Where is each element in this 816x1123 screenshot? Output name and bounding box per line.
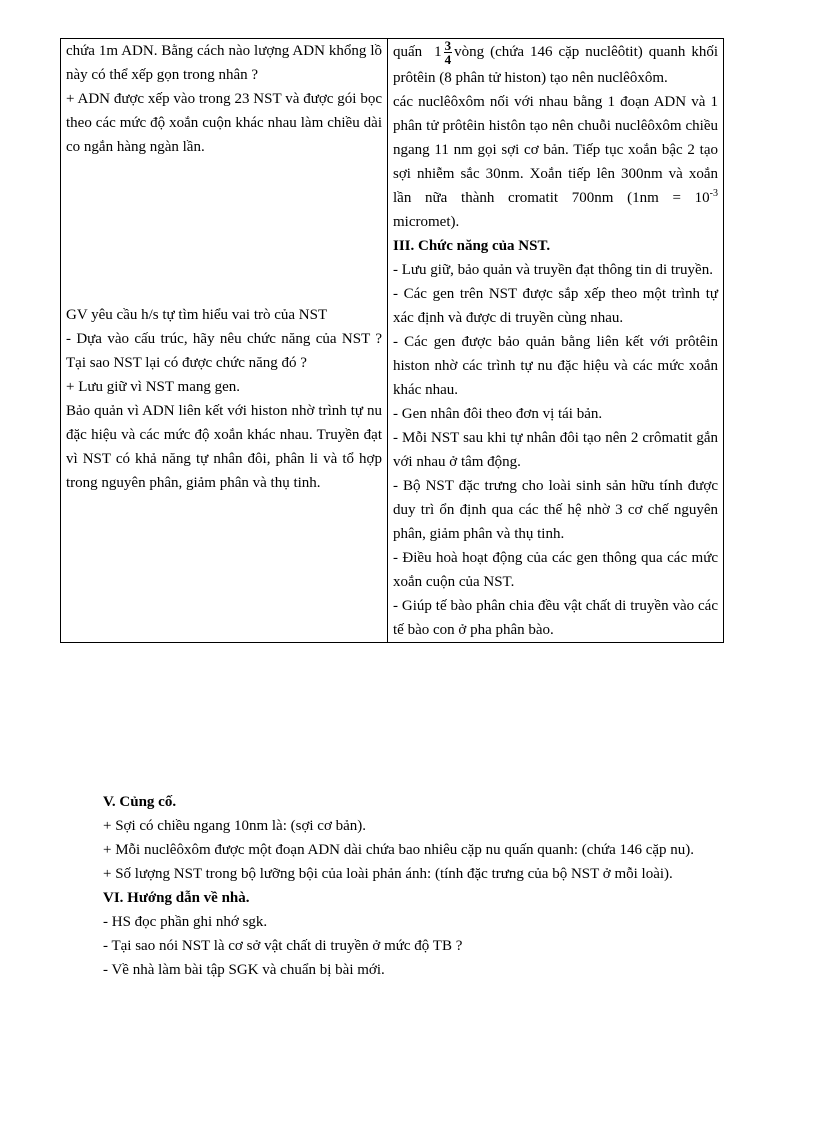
function-item: - Bộ NST đặc trưng cho loài sinh sản hữu tính được duy trì ổn định qua các thế hệ nhờ 3 cơ chế nguyên phân, giảm phân và thụ tinh. <box>393 478 718 542</box>
nucleosome-text: quấn 1 $\frac{3}{4}$ vòng (chứa 146 cặp nuclêôtit) quanh khối prôtêin (8 phân tử histon) tạo nên nuclêôxôm. <box>393 38 719 86</box>
homework-item: - Tại sao nói NST là cơ sở vật chất di truyền ở mức độ TB ? <box>103 938 463 954</box>
function-item: - Điều hoà hoạt động của các gen thông qua các mức xoắn cuộn của NST. <box>393 550 718 590</box>
homework-item: - HS đọc phần ghi nhớ sgk. <box>103 914 268 930</box>
teacher-activity-cell <box>61 39 388 643</box>
content-cell <box>388 39 724 643</box>
function-item: - Giúp tế bào phân chia đều vật chất di truyền vào các tế bào con ở pha phân bào. <box>393 598 718 638</box>
function-item: - Các gen trên NST được sắp xếp theo một trình tự xác định và được di truyền cùng nhau. <box>393 286 718 326</box>
function-item: - Các gen được bảo quản bằng liên kết với prôtêin histon nhờ các trình tự nu đặc hiệu và các mức xoắn khác nhau. <box>393 334 718 398</box>
fraction: $\frac{3}{4}$ <box>444 38 452 67</box>
lesson-table <box>60 38 724 643</box>
left-text: + ADN được xếp vào trong 23 NST và được gói bọc theo các mức độ xoắn cuộn khác nhau làm chiều dài co ngắn hàng ngàn lần. <box>66 91 382 155</box>
chromatin-text: các nuclêôxôm nối với nhau bằng 1 đoạn ADN và 1 phân tử prôtêin histôn tạo nên chuỗi nuclêôxôm chiều ngang 11 nm gọi sợi cơ bản. Tiếp tục xoắn bậc 2 tạo sợi nhiễm sắc 30nm. Xoắn tiếp lên 300nm và xoắn lần nữa thành cromatit 700nm ($1nm = 10^{-3}$ micromet). <box>393 94 718 230</box>
function-item: - Lưu giữ, bảo quản và truyền đạt thông tin di truyền. <box>393 262 713 278</box>
lesson-footer <box>60 790 768 982</box>
section-title: V. Củng cố. <box>103 794 177 810</box>
left-text: - Dựa vào cấu trúc, hãy nêu chức năng của NST ? Tại sao NST lại có được chức năng đó ? <box>66 331 382 371</box>
left-text: Bảo quản vì ADN liên kết với histon nhờ trình tự nu đặc hiệu và các mức độ xoắn khác nhau. Truyền đạt vì NST có khả năng tự nhân đôi, phân li và tổ hợp trong nguyên phân, giảm phân và thụ tinh. <box>66 403 382 491</box>
review-item: + Số lượng NST trong bộ lưỡng bội của loài phản ánh: (tính đặc trưng của bộ NST ở mỗi loài). <box>103 866 673 882</box>
function-item: - Mỗi NST sau khi tự nhân đôi tạo nên 2 crômatit gắn với nhau ở tâm động. <box>393 430 718 470</box>
left-text: chứa 1m ADN. Bằng cách nào lượng ADN khổng lồ này có thể xếp gọn trong nhân ? <box>66 43 382 83</box>
review-item: + Mỗi nuclêôxôm được một đoạn ADN dài chứa bao nhiêu cặp nu quấn quanh: (chứa 146 cặp nu). <box>103 842 695 858</box>
review-item: + Sợi có chiều ngang 10nm là: (sợi cơ bản). <box>103 818 367 834</box>
section-heading: III. Chức năng của NST. <box>393 238 551 254</box>
section-title: VI. Hướng dẫn về nhà. <box>103 890 250 906</box>
left-text: GV yêu cầu h/s tự tìm hiểu vai trò của NST <box>66 307 328 323</box>
function-item: - Gen nhân đôi theo đơn vị tái bản. <box>393 406 603 422</box>
left-text: + Lưu giữ vì NST mang gen. <box>66 379 241 395</box>
homework-item: - Về nhà làm bài tập SGK và chuẩn bị bài mới. <box>103 962 385 978</box>
